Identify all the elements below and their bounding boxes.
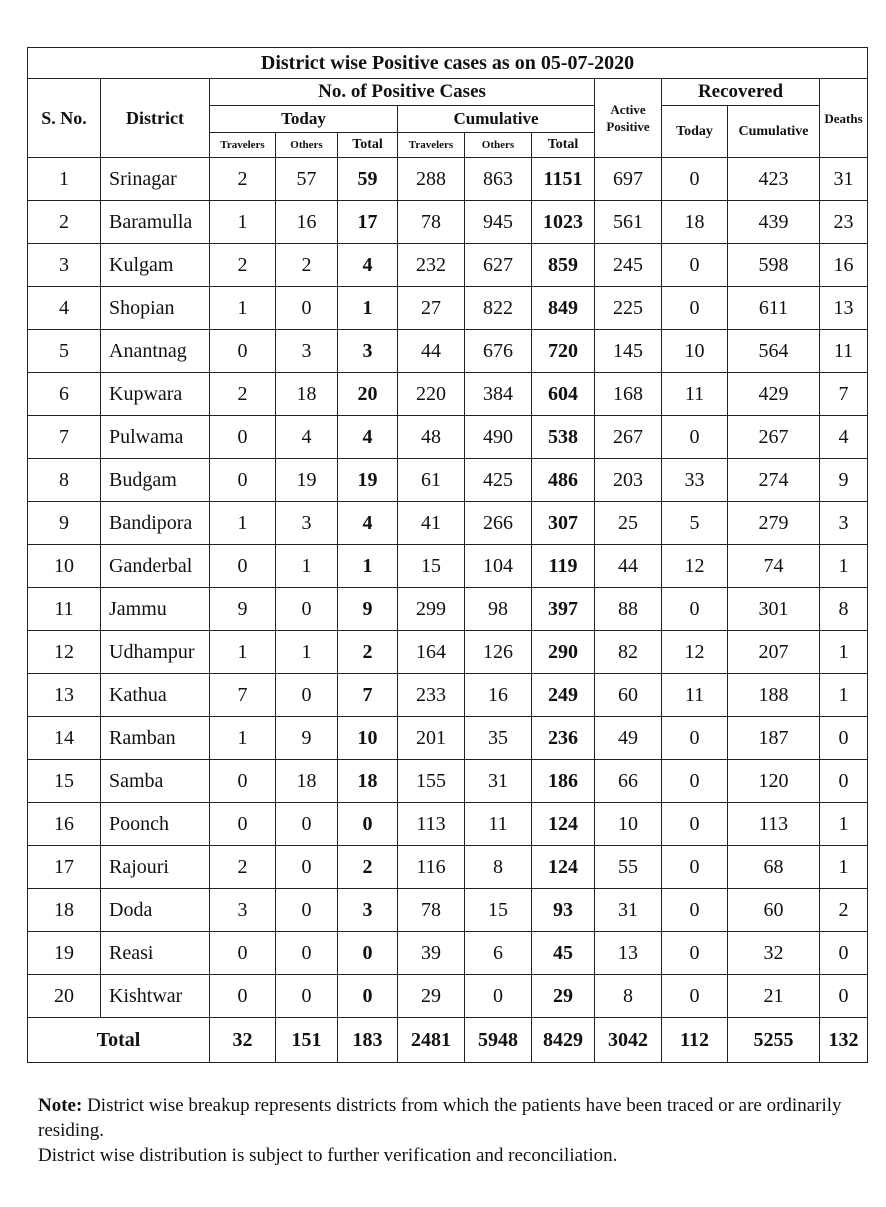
sno-cell: 8 xyxy=(28,459,101,502)
district-cell: Poonch xyxy=(101,803,210,846)
table-row xyxy=(28,330,868,373)
total-today-others-cell: 151 xyxy=(276,1018,338,1063)
today-others-cell: 1 xyxy=(276,545,338,588)
cumulative-total-cell: 290 xyxy=(532,631,595,674)
cumulative-others-cell: 15 xyxy=(465,889,532,932)
sno-cell: 3 xyxy=(28,244,101,287)
today-travelers-cell: 2 xyxy=(210,373,276,416)
recovered-cumulative-cell: 113 xyxy=(728,803,820,846)
active-positive-cell: 145 xyxy=(595,330,662,373)
recovered-today-cell: 0 xyxy=(662,717,728,760)
district-cases-table xyxy=(27,47,868,1063)
sno-cell: 7 xyxy=(28,416,101,459)
active-positive-cell: 8 xyxy=(595,975,662,1018)
table-row xyxy=(28,158,868,201)
district-cell: Pulwama xyxy=(101,416,210,459)
today-total-cell: 19 xyxy=(338,459,398,502)
recovered-cumulative-cell: 207 xyxy=(728,631,820,674)
today-others-cell: 0 xyxy=(276,674,338,717)
today-others-cell: 0 xyxy=(276,588,338,631)
today-travelers-cell: 1 xyxy=(210,201,276,244)
table-row xyxy=(28,889,868,932)
today-others-cell: 18 xyxy=(276,373,338,416)
recovered-today-cell: 0 xyxy=(662,803,728,846)
sno-cell: 12 xyxy=(28,631,101,674)
district-cell: Ramban xyxy=(101,717,210,760)
district-cell: Kulgam xyxy=(101,244,210,287)
cumulative-travelers-cell: 299 xyxy=(398,588,465,631)
recovered-cumulative-cell: 187 xyxy=(728,717,820,760)
recovered-today-cell: 0 xyxy=(662,588,728,631)
active-positive-cell: 267 xyxy=(595,416,662,459)
table-row xyxy=(28,846,868,889)
today-travelers-cell: 2 xyxy=(210,244,276,287)
total-cumulative-travelers-cell: 2481 xyxy=(398,1018,465,1063)
total-cumulative-total-cell: 8429 xyxy=(532,1018,595,1063)
today-total-cell: 7 xyxy=(338,674,398,717)
deaths-cell: 0 xyxy=(820,717,868,760)
cumulative-travelers-cell: 220 xyxy=(398,373,465,416)
active-positive-header: Active Positive xyxy=(595,79,662,158)
district-cell: Udhampur xyxy=(101,631,210,674)
recovered-cumulative-cell: 439 xyxy=(728,201,820,244)
today-travelers-cell: 0 xyxy=(210,975,276,1018)
cumulative-travelers-cell: 27 xyxy=(398,287,465,330)
cumulative-others-cell: 627 xyxy=(465,244,532,287)
today-total-cell: 1 xyxy=(338,287,398,330)
today-total-cell: 0 xyxy=(338,932,398,975)
cumulative-total-cell: 307 xyxy=(532,502,595,545)
deaths-cell: 16 xyxy=(820,244,868,287)
table-title: District wise Positive cases as on 05-07-2020 xyxy=(28,48,868,79)
table-row xyxy=(28,975,868,1018)
today-travelers-cell: 9 xyxy=(210,588,276,631)
today-total-cell: 1 xyxy=(338,545,398,588)
recovered-today-header: Today xyxy=(662,106,728,158)
active-positive-cell: 66 xyxy=(595,760,662,803)
today-total-cell: 59 xyxy=(338,158,398,201)
cumulative-travelers-cell: 201 xyxy=(398,717,465,760)
table-row xyxy=(28,588,868,631)
cumulative-others-cell: 676 xyxy=(465,330,532,373)
district-cell: Budgam xyxy=(101,459,210,502)
cumulative-total-cell: 93 xyxy=(532,889,595,932)
cumulative-header: Cumulative xyxy=(398,106,595,133)
cumulative-travelers-header: Travelers xyxy=(398,133,465,158)
sno-cell: 13 xyxy=(28,674,101,717)
total-recovered-cumulative-cell: 5255 xyxy=(728,1018,820,1063)
today-header: Today xyxy=(210,106,398,133)
recovered-today-cell: 0 xyxy=(662,416,728,459)
active-positive-cell: 13 xyxy=(595,932,662,975)
today-travelers-cell: 0 xyxy=(210,932,276,975)
deaths-cell: 0 xyxy=(820,760,868,803)
recovered-today-cell: 0 xyxy=(662,158,728,201)
total-today-total-cell: 183 xyxy=(338,1018,398,1063)
deaths-cell: 0 xyxy=(820,932,868,975)
total-today-travelers-cell: 32 xyxy=(210,1018,276,1063)
recovered-today-cell: 0 xyxy=(662,244,728,287)
table-row xyxy=(28,760,868,803)
today-others-cell: 3 xyxy=(276,502,338,545)
recovered-today-cell: 12 xyxy=(662,545,728,588)
deaths-cell: 1 xyxy=(820,803,868,846)
active-positive-cell: 561 xyxy=(595,201,662,244)
table-row xyxy=(28,502,868,545)
sno-cell: 11 xyxy=(28,588,101,631)
cumulative-others-cell: 425 xyxy=(465,459,532,502)
district-cell: Doda xyxy=(101,889,210,932)
today-others-cell: 19 xyxy=(276,459,338,502)
active-positive-cell: 245 xyxy=(595,244,662,287)
cumulative-others-cell: 11 xyxy=(465,803,532,846)
recovered-today-cell: 0 xyxy=(662,846,728,889)
today-total-cell: 20 xyxy=(338,373,398,416)
today-others-header: Others xyxy=(276,133,338,158)
sno-cell: 18 xyxy=(28,889,101,932)
recovered-today-cell: 5 xyxy=(662,502,728,545)
today-others-cell: 57 xyxy=(276,158,338,201)
district-cell: Baramulla xyxy=(101,201,210,244)
table-row xyxy=(28,287,868,330)
cumulative-travelers-cell: 61 xyxy=(398,459,465,502)
cumulative-others-cell: 266 xyxy=(465,502,532,545)
cumulative-total-cell: 604 xyxy=(532,373,595,416)
totals-label: Total xyxy=(28,1018,210,1063)
cumulative-travelers-cell: 232 xyxy=(398,244,465,287)
cumulative-others-cell: 126 xyxy=(465,631,532,674)
cumulative-others-cell: 8 xyxy=(465,846,532,889)
table-row xyxy=(28,631,868,674)
deaths-cell: 9 xyxy=(820,459,868,502)
district-cell: Kupwara xyxy=(101,373,210,416)
note-block xyxy=(38,1093,878,1168)
cumulative-others-cell: 35 xyxy=(465,717,532,760)
recovered-today-cell: 0 xyxy=(662,760,728,803)
cumulative-total-cell: 849 xyxy=(532,287,595,330)
recovered-today-cell: 0 xyxy=(662,287,728,330)
today-travelers-header: Travelers xyxy=(210,133,276,158)
cumulative-travelers-cell: 44 xyxy=(398,330,465,373)
cumulative-others-cell: 863 xyxy=(465,158,532,201)
today-others-cell: 0 xyxy=(276,803,338,846)
cumulative-others-cell: 98 xyxy=(465,588,532,631)
today-total-cell: 9 xyxy=(338,588,398,631)
cumulative-total-cell: 119 xyxy=(532,545,595,588)
active-positive-cell: 55 xyxy=(595,846,662,889)
sno-cell: 1 xyxy=(28,158,101,201)
total-cumulative-others-cell: 5948 xyxy=(465,1018,532,1063)
today-total-cell: 0 xyxy=(338,975,398,1018)
sno-cell: 6 xyxy=(28,373,101,416)
positive-cases-header: No. of Positive Cases xyxy=(210,79,595,106)
cumulative-others-cell: 490 xyxy=(465,416,532,459)
today-travelers-cell: 1 xyxy=(210,717,276,760)
active-positive-cell: 44 xyxy=(595,545,662,588)
recovered-today-cell: 33 xyxy=(662,459,728,502)
recovered-cumulative-cell: 429 xyxy=(728,373,820,416)
note-line-1 xyxy=(38,1093,878,1143)
sno-cell: 4 xyxy=(28,287,101,330)
today-others-cell: 0 xyxy=(276,846,338,889)
recovered-today-cell: 18 xyxy=(662,201,728,244)
today-others-cell: 0 xyxy=(276,975,338,1018)
sno-cell: 19 xyxy=(28,932,101,975)
deaths-cell: 1 xyxy=(820,545,868,588)
recovered-today-cell: 11 xyxy=(662,373,728,416)
district-cell: Kathua xyxy=(101,674,210,717)
today-total-cell: 18 xyxy=(338,760,398,803)
recovered-today-cell: 11 xyxy=(662,674,728,717)
today-others-cell: 9 xyxy=(276,717,338,760)
cumulative-total-cell: 45 xyxy=(532,932,595,975)
deaths-cell: 31 xyxy=(820,158,868,201)
cumulative-total-cell: 1151 xyxy=(532,158,595,201)
totals-row xyxy=(28,1018,868,1063)
today-others-cell: 3 xyxy=(276,330,338,373)
cumulative-total-cell: 859 xyxy=(532,244,595,287)
today-total-cell: 10 xyxy=(338,717,398,760)
today-travelers-cell: 0 xyxy=(210,330,276,373)
sno-header: S. No. xyxy=(28,79,101,158)
note-text-1: District wise breakup represents districts from which the patients have been traced or are ordinarily residing. xyxy=(38,1095,842,1141)
recovered-cumulative-header: Cumulative xyxy=(728,106,820,158)
total-deaths-cell: 132 xyxy=(820,1018,868,1063)
recovered-cumulative-cell: 267 xyxy=(728,416,820,459)
recovered-today-cell: 0 xyxy=(662,889,728,932)
sno-cell: 20 xyxy=(28,975,101,1018)
cumulative-travelers-cell: 78 xyxy=(398,889,465,932)
cumulative-others-cell: 104 xyxy=(465,545,532,588)
cumulative-others-cell: 6 xyxy=(465,932,532,975)
active-positive-cell: 225 xyxy=(595,287,662,330)
table-row xyxy=(28,416,868,459)
cumulative-total-cell: 124 xyxy=(532,803,595,846)
today-others-cell: 18 xyxy=(276,760,338,803)
cumulative-total-cell: 186 xyxy=(532,760,595,803)
active-positive-cell: 10 xyxy=(595,803,662,846)
today-total-cell: 0 xyxy=(338,803,398,846)
table-row xyxy=(28,244,868,287)
recovered-cumulative-cell: 60 xyxy=(728,889,820,932)
today-travelers-cell: 2 xyxy=(210,158,276,201)
total-active-positive-cell: 3042 xyxy=(595,1018,662,1063)
recovered-today-cell: 0 xyxy=(662,932,728,975)
note-label: Note: xyxy=(38,1095,83,1116)
cumulative-total-cell: 1023 xyxy=(532,201,595,244)
cumulative-others-cell: 822 xyxy=(465,287,532,330)
sno-cell: 17 xyxy=(28,846,101,889)
cumulative-total-header: Total xyxy=(532,133,595,158)
cumulative-total-cell: 124 xyxy=(532,846,595,889)
today-total-cell: 2 xyxy=(338,631,398,674)
sno-cell: 14 xyxy=(28,717,101,760)
deaths-cell: 23 xyxy=(820,201,868,244)
district-cell: Shopian xyxy=(101,287,210,330)
today-travelers-cell: 0 xyxy=(210,760,276,803)
today-total-cell: 4 xyxy=(338,244,398,287)
note-line-2: District wise distribution is subject to further verification and reconciliation. xyxy=(38,1145,618,1166)
sno-cell: 10 xyxy=(28,545,101,588)
today-travelers-cell: 7 xyxy=(210,674,276,717)
district-cell: Rajouri xyxy=(101,846,210,889)
today-travelers-cell: 1 xyxy=(210,502,276,545)
recovered-cumulative-cell: 68 xyxy=(728,846,820,889)
sno-cell: 16 xyxy=(28,803,101,846)
table-row xyxy=(28,717,868,760)
today-travelers-cell: 0 xyxy=(210,803,276,846)
active-positive-cell: 60 xyxy=(595,674,662,717)
cumulative-others-cell: 945 xyxy=(465,201,532,244)
table-row xyxy=(28,803,868,846)
cumulative-total-cell: 397 xyxy=(532,588,595,631)
sno-cell: 9 xyxy=(28,502,101,545)
cumulative-total-cell: 486 xyxy=(532,459,595,502)
recovered-cumulative-cell: 74 xyxy=(728,545,820,588)
cumulative-others-header: Others xyxy=(465,133,532,158)
cumulative-total-cell: 249 xyxy=(532,674,595,717)
recovered-today-cell: 10 xyxy=(662,330,728,373)
recovered-cumulative-cell: 611 xyxy=(728,287,820,330)
cumulative-others-cell: 384 xyxy=(465,373,532,416)
recovered-cumulative-cell: 21 xyxy=(728,975,820,1018)
table-row xyxy=(28,674,868,717)
deaths-cell: 8 xyxy=(820,588,868,631)
today-total-cell: 4 xyxy=(338,502,398,545)
recovered-header: Recovered xyxy=(662,79,820,106)
district-cell: Kishtwar xyxy=(101,975,210,1018)
active-positive-cell: 168 xyxy=(595,373,662,416)
today-total-cell: 2 xyxy=(338,846,398,889)
table-row xyxy=(28,459,868,502)
today-travelers-cell: 1 xyxy=(210,631,276,674)
today-travelers-cell: 2 xyxy=(210,846,276,889)
district-cell: Ganderbal xyxy=(101,545,210,588)
cumulative-total-cell: 236 xyxy=(532,717,595,760)
cumulative-travelers-cell: 48 xyxy=(398,416,465,459)
deaths-cell: 3 xyxy=(820,502,868,545)
deaths-cell: 13 xyxy=(820,287,868,330)
cumulative-travelers-cell: 164 xyxy=(398,631,465,674)
active-positive-cell: 49 xyxy=(595,717,662,760)
district-cell: Jammu xyxy=(101,588,210,631)
district-cell: Reasi xyxy=(101,932,210,975)
deaths-cell: 0 xyxy=(820,975,868,1018)
deaths-header: Deaths xyxy=(820,79,868,158)
active-positive-cell: 82 xyxy=(595,631,662,674)
today-others-cell: 2 xyxy=(276,244,338,287)
recovered-cumulative-cell: 120 xyxy=(728,760,820,803)
today-total-cell: 3 xyxy=(338,330,398,373)
district-cell: Bandipora xyxy=(101,502,210,545)
today-travelers-cell: 3 xyxy=(210,889,276,932)
table-row xyxy=(28,545,868,588)
cumulative-total-cell: 720 xyxy=(532,330,595,373)
recovered-cumulative-cell: 188 xyxy=(728,674,820,717)
today-others-cell: 1 xyxy=(276,631,338,674)
active-positive-cell: 25 xyxy=(595,502,662,545)
recovered-today-cell: 0 xyxy=(662,975,728,1018)
deaths-cell: 7 xyxy=(820,373,868,416)
recovered-today-cell: 12 xyxy=(662,631,728,674)
cumulative-travelers-cell: 78 xyxy=(398,201,465,244)
cumulative-travelers-cell: 113 xyxy=(398,803,465,846)
deaths-cell: 11 xyxy=(820,330,868,373)
deaths-cell: 1 xyxy=(820,631,868,674)
today-total-cell: 3 xyxy=(338,889,398,932)
active-positive-cell: 697 xyxy=(595,158,662,201)
today-travelers-cell: 0 xyxy=(210,416,276,459)
active-positive-cell: 31 xyxy=(595,889,662,932)
cumulative-travelers-cell: 15 xyxy=(398,545,465,588)
cumulative-total-cell: 29 xyxy=(532,975,595,1018)
recovered-cumulative-cell: 423 xyxy=(728,158,820,201)
today-others-cell: 0 xyxy=(276,287,338,330)
active-positive-cell: 88 xyxy=(595,588,662,631)
cumulative-travelers-cell: 288 xyxy=(398,158,465,201)
cumulative-others-cell: 16 xyxy=(465,674,532,717)
cumulative-travelers-cell: 29 xyxy=(398,975,465,1018)
recovered-cumulative-cell: 564 xyxy=(728,330,820,373)
active-positive-cell: 203 xyxy=(595,459,662,502)
sno-cell: 5 xyxy=(28,330,101,373)
today-total-cell: 17 xyxy=(338,201,398,244)
cumulative-travelers-cell: 39 xyxy=(398,932,465,975)
district-cell: Anantnag xyxy=(101,330,210,373)
recovered-cumulative-cell: 274 xyxy=(728,459,820,502)
cumulative-travelers-cell: 41 xyxy=(398,502,465,545)
cumulative-total-cell: 538 xyxy=(532,416,595,459)
recovered-cumulative-cell: 301 xyxy=(728,588,820,631)
today-total-header: Total xyxy=(338,133,398,158)
today-others-cell: 4 xyxy=(276,416,338,459)
sno-cell: 15 xyxy=(28,760,101,803)
today-others-cell: 16 xyxy=(276,201,338,244)
deaths-cell: 1 xyxy=(820,674,868,717)
total-recovered-today-cell: 112 xyxy=(662,1018,728,1063)
recovered-cumulative-cell: 279 xyxy=(728,502,820,545)
cumulative-others-cell: 31 xyxy=(465,760,532,803)
recovered-cumulative-cell: 598 xyxy=(728,244,820,287)
today-total-cell: 4 xyxy=(338,416,398,459)
sno-cell: 2 xyxy=(28,201,101,244)
deaths-cell: 4 xyxy=(820,416,868,459)
cumulative-travelers-cell: 233 xyxy=(398,674,465,717)
today-travelers-cell: 0 xyxy=(210,545,276,588)
today-travelers-cell: 1 xyxy=(210,287,276,330)
district-cell: Samba xyxy=(101,760,210,803)
table-row xyxy=(28,201,868,244)
table-row xyxy=(28,932,868,975)
cumulative-travelers-cell: 116 xyxy=(398,846,465,889)
deaths-cell: 1 xyxy=(820,846,868,889)
today-others-cell: 0 xyxy=(276,932,338,975)
cumulative-others-cell: 0 xyxy=(465,975,532,1018)
deaths-cell: 2 xyxy=(820,889,868,932)
today-others-cell: 0 xyxy=(276,889,338,932)
district-header: District xyxy=(101,79,210,158)
district-cell: Srinagar xyxy=(101,158,210,201)
cumulative-travelers-cell: 155 xyxy=(398,760,465,803)
table-row xyxy=(28,373,868,416)
recovered-cumulative-cell: 32 xyxy=(728,932,820,975)
today-travelers-cell: 0 xyxy=(210,459,276,502)
